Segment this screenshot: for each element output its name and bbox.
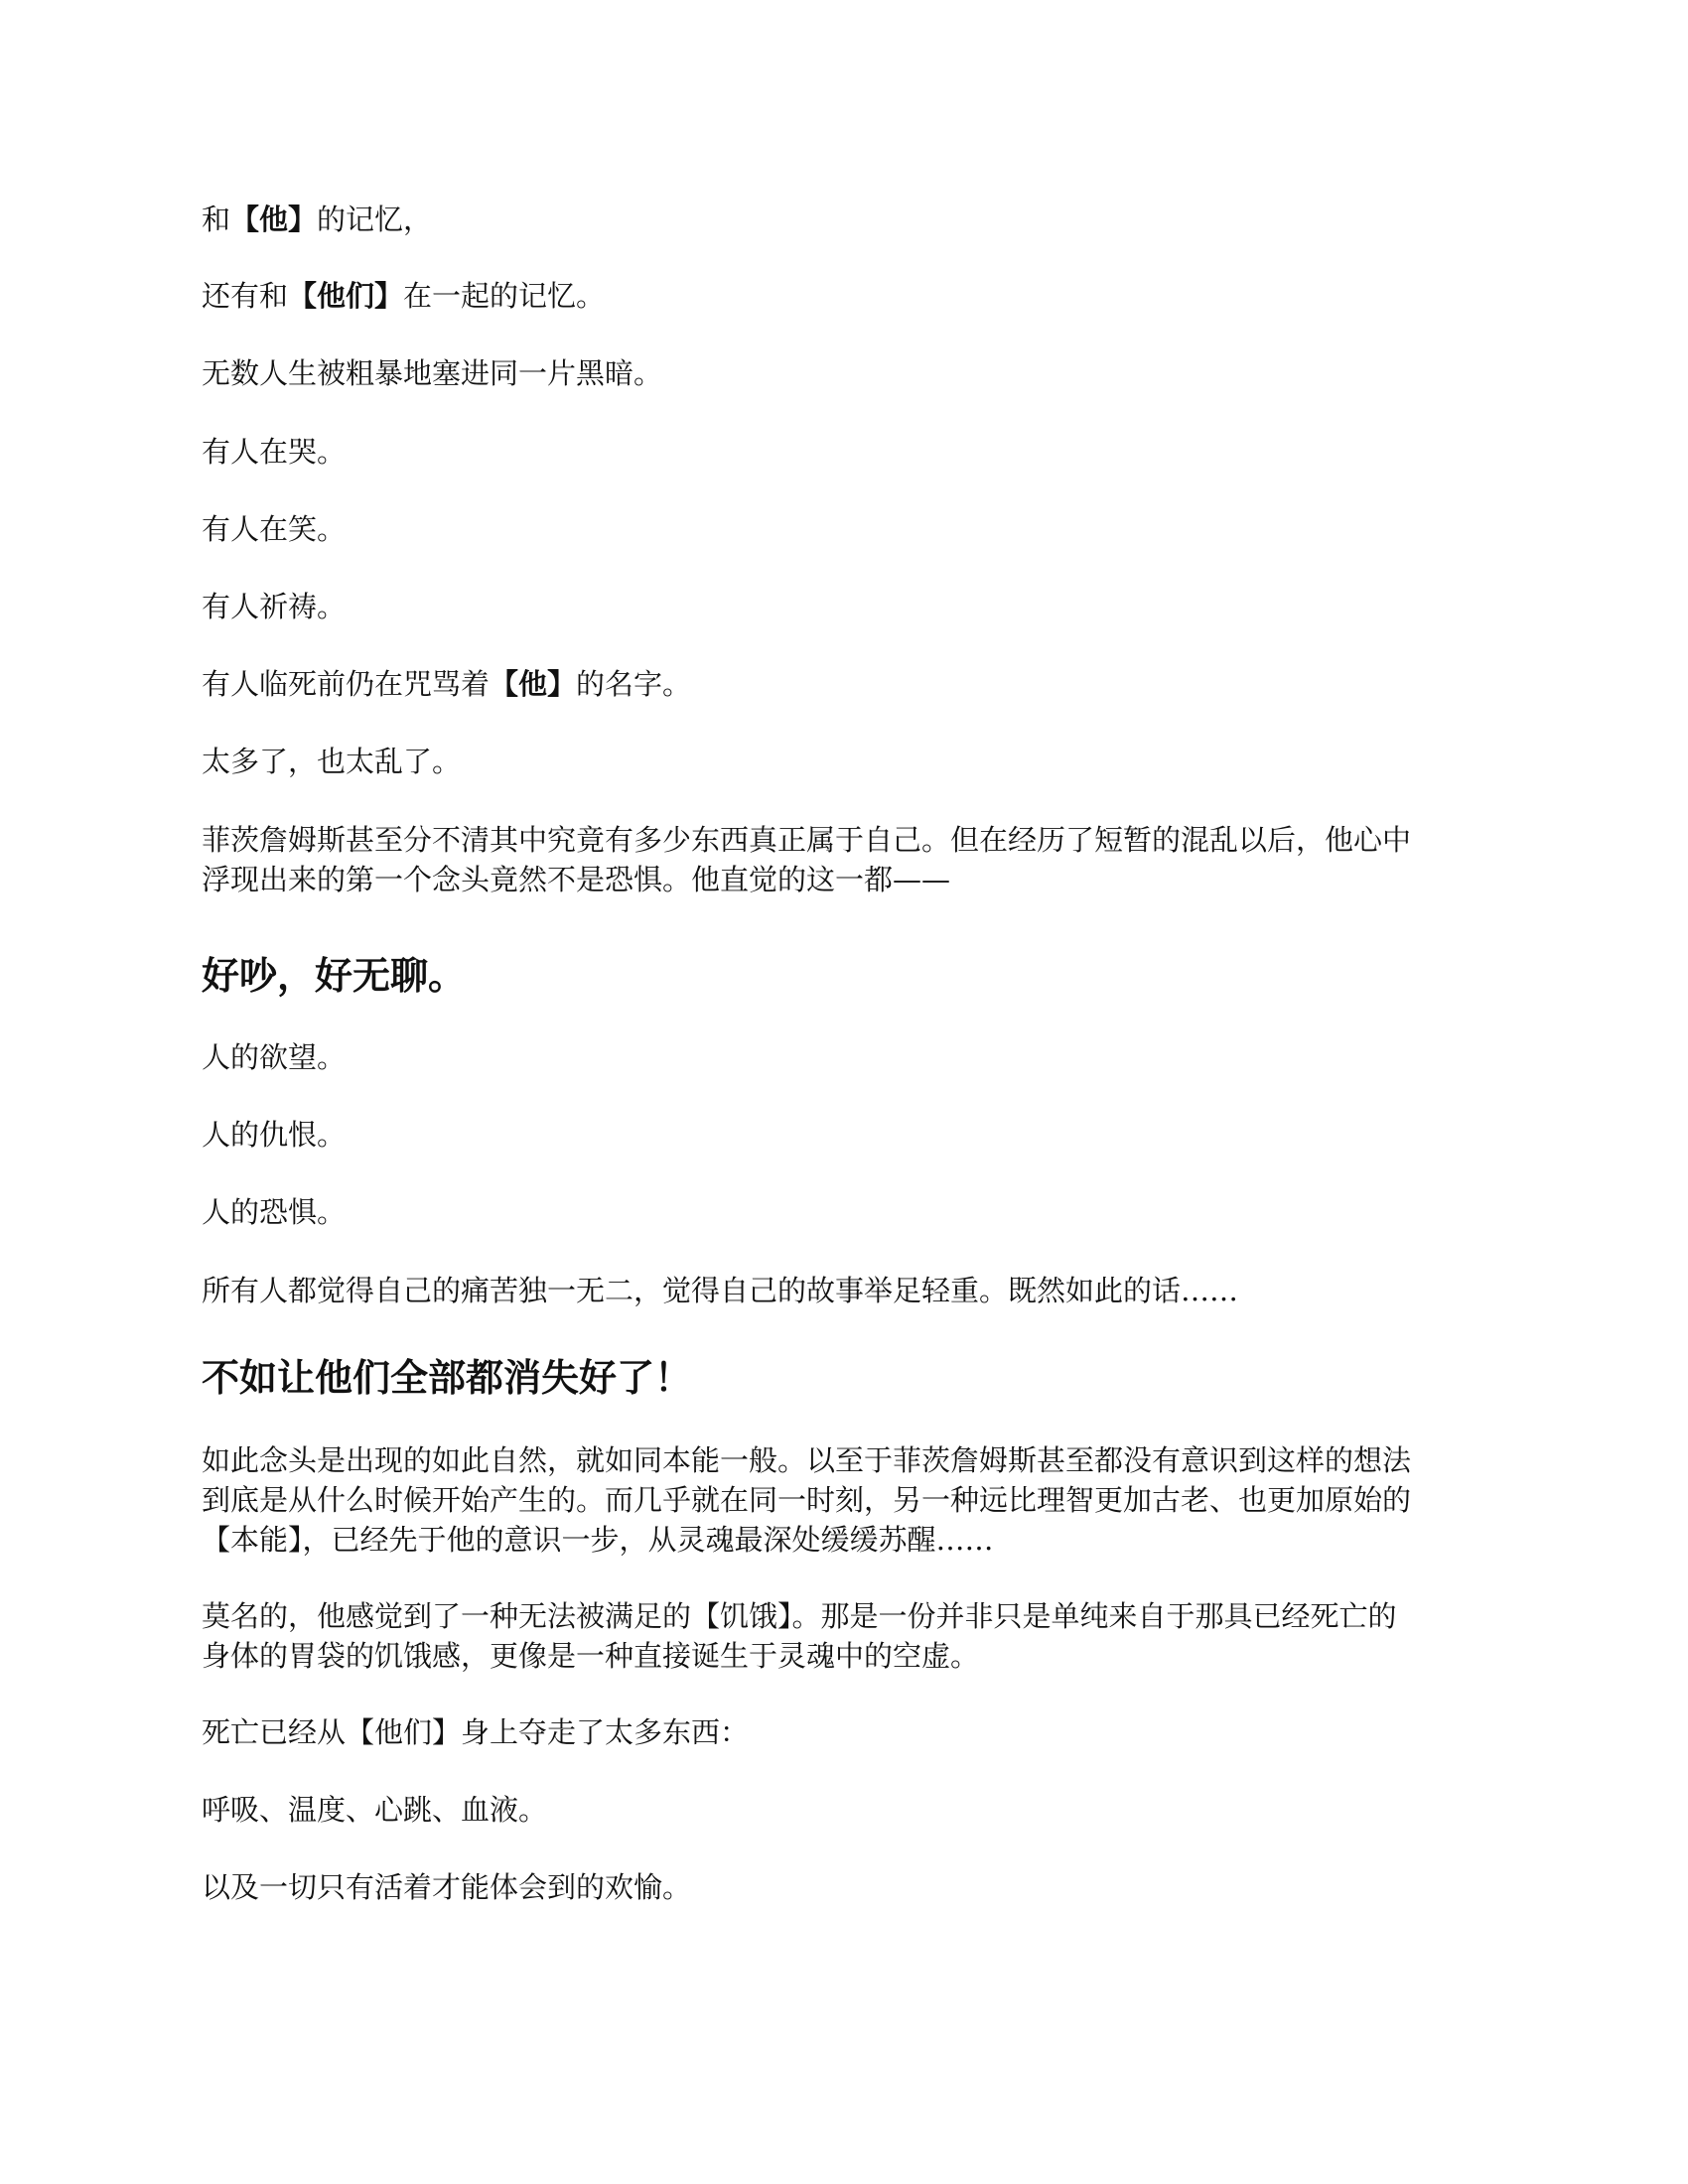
text-line: 人的欲望。 (202, 1040, 347, 1074)
text-line: 无数人生被粗暴地塞进同一片黑暗。 (202, 356, 663, 390)
bold-text: 【他】 (490, 667, 577, 701)
text-line (202, 665, 1492, 703)
paragraph-line: 【本能】，已经先于他的意识一步，从灵魂最深处缓缓苏醒…… (202, 1523, 994, 1557)
bold-text: 【他】 (230, 203, 318, 236)
paragraph (202, 1440, 1492, 1560)
text-line: 所有人都觉得自己的痛苦独一无二，觉得自己的故事举足轻重。既然如此的话…… (202, 1274, 1239, 1307)
section-heading: 不如让他们全部都消失好了！ (202, 1356, 693, 1400)
text-line (202, 201, 1492, 238)
text-segment: 的记忆， (317, 203, 433, 236)
paragraph-line: 莫名的，他感觉到了一种无法被满足的【饥饿】。那是一份并非只是单纯来自于那具已经死亡的 (202, 1599, 1397, 1633)
text-line: 死亡已经从【他们】身上夺走了太多东西： (202, 1715, 750, 1749)
paragraph-line: 浮现出来的第一个念头竟然不是恐惧。他直觉的这一都—— (202, 863, 951, 896)
text-line: 有人在哭。 (202, 435, 347, 469)
paragraph-line: 身体的胃袋的饥饿感，更像是一种直接诞生于灵魂中的空虚。 (202, 1639, 980, 1673)
text-line: 呼吸、温度、心跳、血液。 (202, 1793, 548, 1827)
text-line: 人的恐惧。 (202, 1195, 347, 1229)
paragraph (202, 820, 1492, 899)
bold-text: 【他们】 (288, 279, 404, 313)
text-line: 以及一切只有活着才能体会到的欢愉。 (202, 1870, 692, 1904)
paragraph-line: 到底是从什么时候开始产生的。而几乎就在同一时刻，另一种远比理智更加古老、也更加原始的 (202, 1483, 1412, 1517)
text-line: 有人在笑。 (202, 512, 347, 546)
paragraph (202, 1596, 1492, 1676)
text-segment: 和 (202, 203, 231, 236)
text-segment: 有人临死前仍在咒骂着 (202, 667, 491, 701)
text-line (202, 277, 1492, 315)
text-line: 太多了，也太乱了。 (202, 745, 462, 778)
text-line: 有人祈祷。 (202, 590, 347, 623)
paragraph-line: 菲茨詹姆斯甚至分不清其中究竟有多少东西真正属于自己。但在经历了短暂的混乱以后，他心中 (202, 823, 1412, 857)
text-line: 人的仇恨。 (202, 1118, 347, 1152)
section-heading: 好吵，好无聊。 (202, 954, 467, 998)
text-segment: 还有和 (202, 279, 289, 313)
paragraph-line: 如此念头是出现的如此自然，就如同本能一般。以至于菲茨詹姆斯甚至都没有意识到这样的想法 (202, 1443, 1412, 1477)
text-segment: 的名字。 (576, 667, 692, 701)
text-segment: 在一起的记忆。 (403, 279, 606, 313)
